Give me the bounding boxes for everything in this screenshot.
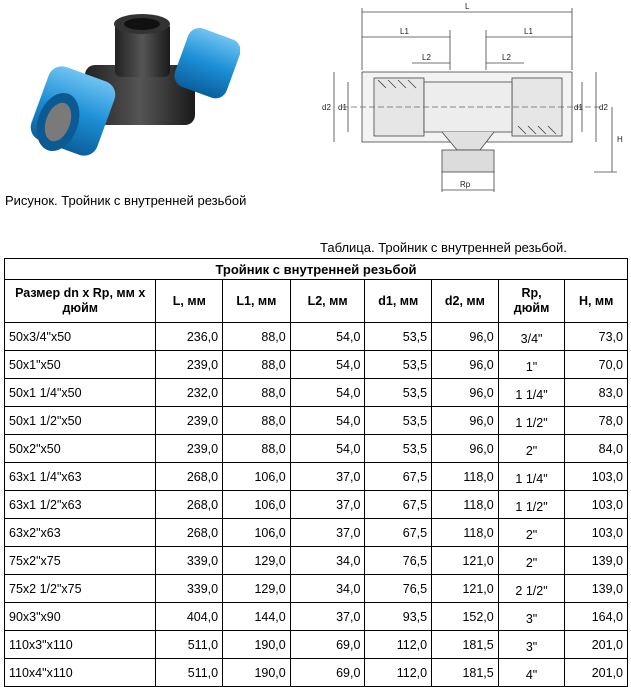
table-row xyxy=(5,323,628,351)
dim-L1-right: L1 xyxy=(524,27,533,36)
col-header-d2: d2, мм xyxy=(432,280,499,323)
cell-size: 63x2"x63 xyxy=(5,519,156,547)
dim-Rp: Rp xyxy=(460,180,471,189)
cell-d2: 121,0 xyxy=(432,575,499,603)
cell-Rp: 4" xyxy=(498,659,565,687)
cell-d1: 112,0 xyxy=(365,659,432,687)
cell-H: 84,0 xyxy=(565,435,628,463)
col-header-L1: L1, мм xyxy=(223,280,291,323)
cell-H: 201,0 xyxy=(565,659,628,687)
cell-H: 78,0 xyxy=(565,407,628,435)
cell-d2: 118,0 xyxy=(432,519,499,547)
table-row xyxy=(5,463,628,491)
cell-Rp: 1 1/4" xyxy=(498,463,565,491)
table-row xyxy=(5,407,628,435)
cell-L1: 144,0 xyxy=(223,603,291,631)
cell-size: 50x2"x50 xyxy=(5,435,156,463)
table-row xyxy=(5,631,628,659)
cell-L2: 37,0 xyxy=(290,463,365,491)
cell-L: 239,0 xyxy=(156,407,223,435)
cell-L: 268,0 xyxy=(156,491,223,519)
cell-L1: 88,0 xyxy=(223,435,291,463)
cell-Rp: 2" xyxy=(498,435,565,463)
dim-H: H xyxy=(617,135,623,144)
dim-L1-left: L1 xyxy=(400,27,409,36)
cell-Rp: 2" xyxy=(498,519,565,547)
dim-d2-right: d2 xyxy=(599,103,608,112)
cell-H: 73,0 xyxy=(565,323,628,351)
cell-d2: 118,0 xyxy=(432,491,499,519)
cell-H: 103,0 xyxy=(565,463,628,491)
cell-Rp: 1 1/4" xyxy=(498,379,565,407)
cell-H: 201,0 xyxy=(565,631,628,659)
cell-Rp: 2" xyxy=(498,547,565,575)
cell-size: 50x1 1/4"x50 xyxy=(5,379,156,407)
cell-size: 50x1"x50 xyxy=(5,351,156,379)
cell-L2: 34,0 xyxy=(290,575,365,603)
cell-d1: 53,5 xyxy=(365,379,432,407)
cell-L2: 54,0 xyxy=(290,323,365,351)
cell-d2: 118,0 xyxy=(432,463,499,491)
cell-L1: 129,0 xyxy=(223,547,291,575)
cell-d1: 53,5 xyxy=(365,435,432,463)
cell-L2: 37,0 xyxy=(290,491,365,519)
cell-L2: 37,0 xyxy=(290,603,365,631)
cell-L2: 54,0 xyxy=(290,435,365,463)
header-row xyxy=(5,280,628,323)
cell-size: 75x2"x75 xyxy=(5,547,156,575)
cell-d1: 93,5 xyxy=(365,603,432,631)
cell-size: 90x3"x90 xyxy=(5,603,156,631)
cell-d2: 181,5 xyxy=(432,631,499,659)
dim-L2-right: L2 xyxy=(502,53,511,62)
cell-d1: 76,5 xyxy=(365,575,432,603)
cell-L1: 190,0 xyxy=(223,631,291,659)
cell-Rp: 3/4" xyxy=(498,323,565,351)
table-title: Тройник с внутренней резьбой xyxy=(5,259,628,280)
cell-size: 110x4"x110 xyxy=(5,659,156,687)
cell-L: 232,0 xyxy=(156,379,223,407)
cell-d2: 96,0 xyxy=(432,407,499,435)
cell-H: 70,0 xyxy=(565,351,628,379)
cell-size: 75x2 1/2"x75 xyxy=(5,575,156,603)
cell-H: 103,0 xyxy=(565,519,628,547)
cell-L2: 54,0 xyxy=(290,407,365,435)
cell-d2: 96,0 xyxy=(432,379,499,407)
dim-d1-right: d1 xyxy=(574,103,583,112)
technical-drawing xyxy=(312,0,630,195)
cell-L: 239,0 xyxy=(156,351,223,379)
col-header-Rp: Rp, дюйм xyxy=(498,280,565,323)
product-photo xyxy=(30,10,240,170)
cell-H: 139,0 xyxy=(565,575,628,603)
cell-L1: 88,0 xyxy=(223,351,291,379)
cell-d1: 53,5 xyxy=(365,351,432,379)
cell-H: 164,0 xyxy=(565,603,628,631)
dim-L2-left: L2 xyxy=(422,53,431,62)
col-header-H: H, мм xyxy=(565,280,628,323)
cell-d1: 53,5 xyxy=(365,407,432,435)
cell-L1: 88,0 xyxy=(223,379,291,407)
col-header-d1: d1, мм xyxy=(365,280,432,323)
cell-Rp: 2 1/2" xyxy=(498,575,565,603)
cell-d1: 67,5 xyxy=(365,491,432,519)
cell-L: 236,0 xyxy=(156,323,223,351)
table-row xyxy=(5,659,628,687)
cell-size: 50x3/4"x50 xyxy=(5,323,156,351)
cell-L1: 129,0 xyxy=(223,575,291,603)
cell-L: 511,0 xyxy=(156,631,223,659)
cell-d1: 76,5 xyxy=(365,547,432,575)
table-row xyxy=(5,435,628,463)
cell-L: 268,0 xyxy=(156,463,223,491)
cell-L2: 34,0 xyxy=(290,547,365,575)
cell-d2: 96,0 xyxy=(432,351,499,379)
table-row xyxy=(5,379,628,407)
table-body xyxy=(5,323,628,687)
table-row xyxy=(5,351,628,379)
cell-L: 511,0 xyxy=(156,659,223,687)
dim-d2-left: d2 xyxy=(322,103,331,112)
cell-d2: 152,0 xyxy=(432,603,499,631)
cell-d1: 53,5 xyxy=(365,323,432,351)
col-header-L2: L2, мм xyxy=(290,280,365,323)
cell-L1: 88,0 xyxy=(223,323,291,351)
col-header-size: Размер dn x Rp, мм x дюйм xyxy=(5,280,156,323)
table-row xyxy=(5,603,628,631)
cell-L2: 54,0 xyxy=(290,351,365,379)
cell-Rp: 1 1/2" xyxy=(498,491,565,519)
cell-L1: 190,0 xyxy=(223,659,291,687)
figure-caption: Рисунок. Тройник с внутренней резьбой xyxy=(5,193,247,208)
table-caption: Таблица. Тройник с внутренней резьбой. xyxy=(320,240,567,255)
table-row xyxy=(5,519,628,547)
cell-L: 404,0 xyxy=(156,603,223,631)
cell-H: 83,0 xyxy=(565,379,628,407)
cell-d2: 96,0 xyxy=(432,323,499,351)
col-header-L: L, мм xyxy=(156,280,223,323)
table-row xyxy=(5,491,628,519)
cell-H: 139,0 xyxy=(565,547,628,575)
table-row xyxy=(5,547,628,575)
spec-table xyxy=(4,258,628,687)
cell-d1: 112,0 xyxy=(365,631,432,659)
cell-size: 63x1 1/2"x63 xyxy=(5,491,156,519)
cell-L2: 54,0 xyxy=(290,379,365,407)
dim-L: L xyxy=(465,2,470,11)
cell-Rp: 1 1/2" xyxy=(498,407,565,435)
cell-d2: 181,5 xyxy=(432,659,499,687)
cell-L2: 69,0 xyxy=(290,631,365,659)
cell-L1: 88,0 xyxy=(223,407,291,435)
cell-d1: 67,5 xyxy=(365,519,432,547)
cell-d1: 67,5 xyxy=(365,463,432,491)
cell-H: 103,0 xyxy=(565,491,628,519)
cell-size: 63x1 1/4"x63 xyxy=(5,463,156,491)
cell-L: 339,0 xyxy=(156,547,223,575)
cell-L: 339,0 xyxy=(156,575,223,603)
table-row xyxy=(5,575,628,603)
cell-L: 268,0 xyxy=(156,519,223,547)
cell-Rp: 3" xyxy=(498,603,565,631)
cell-Rp: 3" xyxy=(498,631,565,659)
cell-L2: 69,0 xyxy=(290,659,365,687)
cell-size: 50x1 1/2"x50 xyxy=(5,407,156,435)
cell-L1: 106,0 xyxy=(223,491,291,519)
cell-L2: 37,0 xyxy=(290,519,365,547)
cell-d2: 96,0 xyxy=(432,435,499,463)
cell-L1: 106,0 xyxy=(223,519,291,547)
cell-L1: 106,0 xyxy=(223,463,291,491)
cell-Rp: 1" xyxy=(498,351,565,379)
cell-d2: 121,0 xyxy=(432,547,499,575)
cell-L: 239,0 xyxy=(156,435,223,463)
cell-size: 110x3"x110 xyxy=(5,631,156,659)
dim-d1-left: d1 xyxy=(338,103,347,112)
